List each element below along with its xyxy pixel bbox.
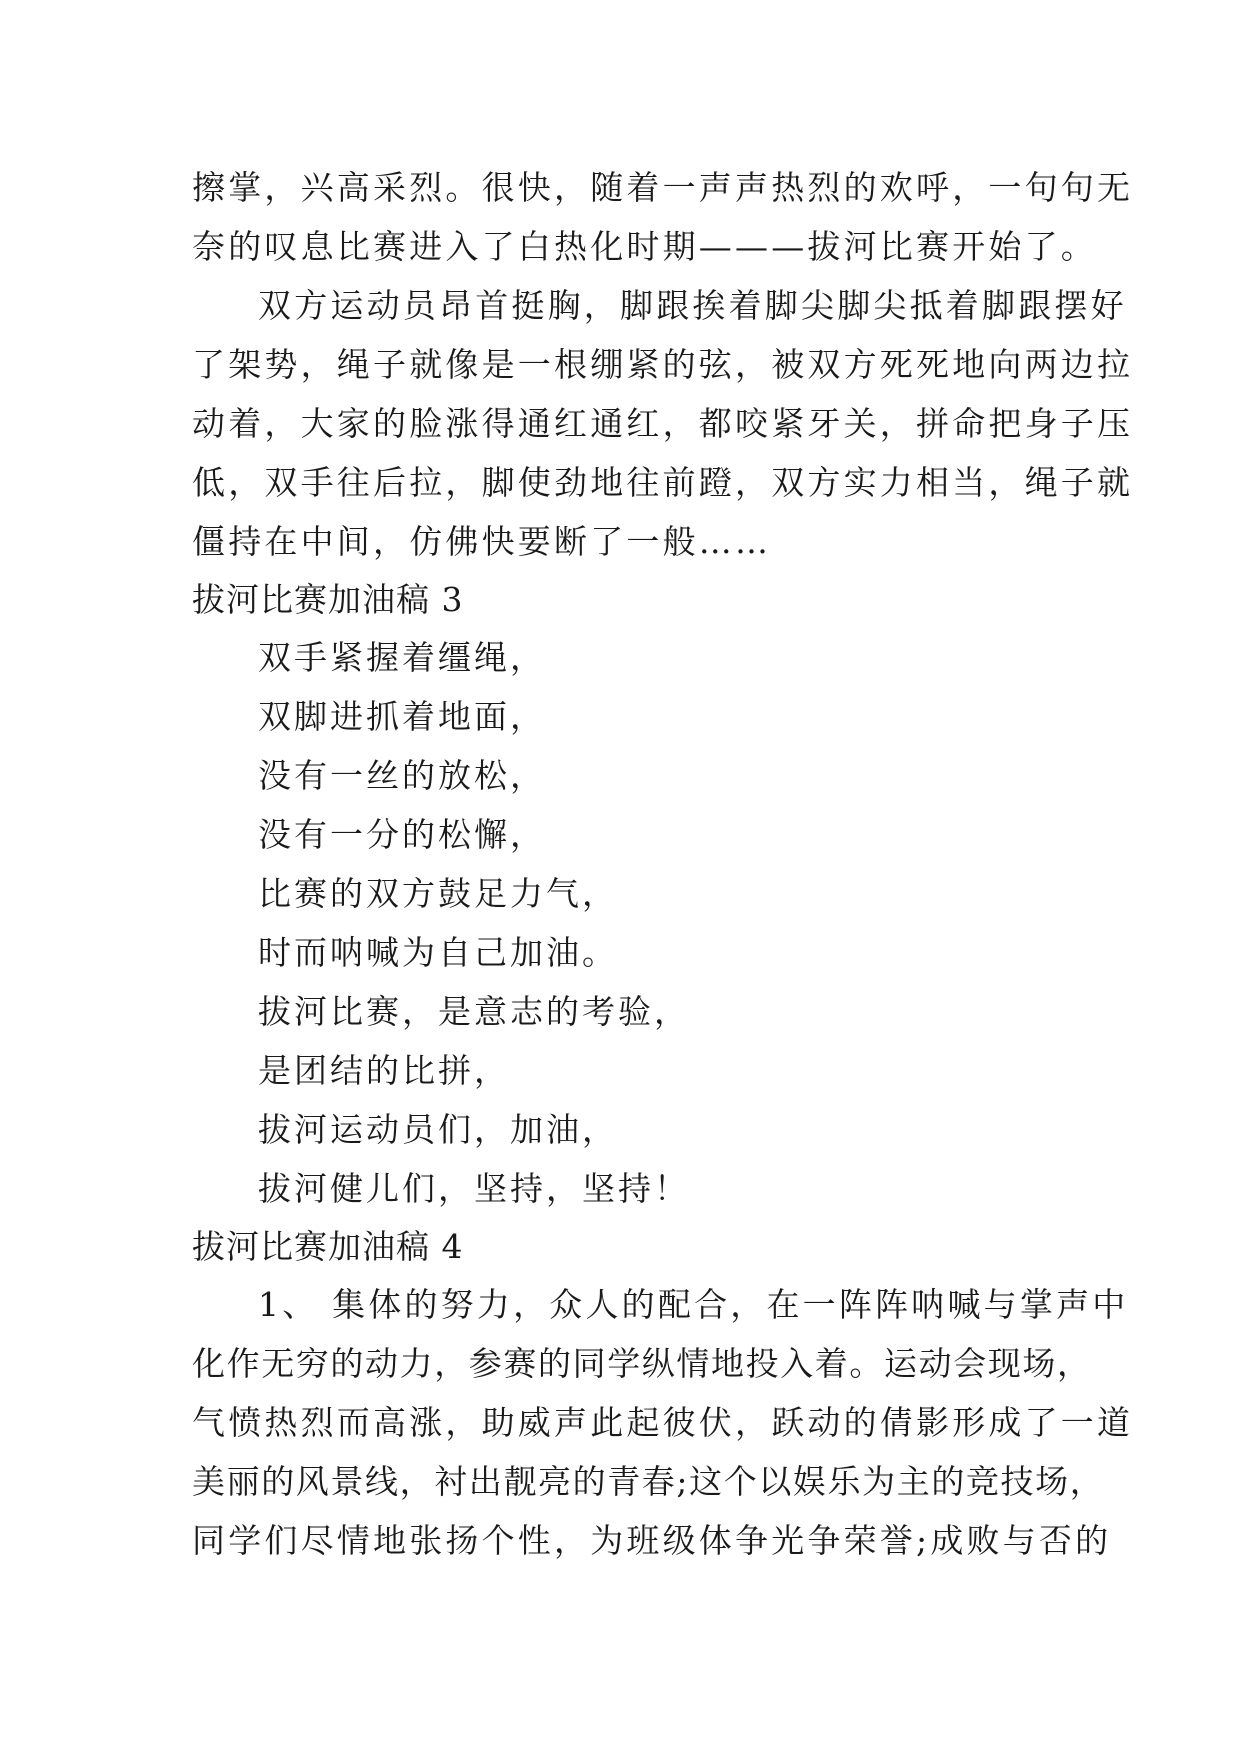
poem-line: 拔河健儿们，坚持，坚持！ (258, 1169, 690, 1208)
poem-line: 没有一分的松懈， (258, 815, 546, 854)
text-line: 擦掌，兴高采烈。很快，随着一声声热烈的欢呼，一句句无 (192, 168, 1134, 207)
text-line: 僵持在中间，仿佛快要断了一般…… (192, 522, 772, 561)
poem-line: 拔河运动员们，加油， (258, 1110, 618, 1149)
paragraph-continuation (192, 158, 1134, 276)
poem-line: 是团结的比拼， (258, 1051, 510, 1090)
poem-line: 没有一丝的放松， (258, 756, 546, 795)
text-line: 双方运动员昂首挺胸，脚跟挨着脚尖脚尖抵着脚跟摆好 (258, 286, 1127, 325)
text-line: 美丽的风景线，衬出靓亮的青春;这个以娱乐为主的竞技场， (192, 1462, 1105, 1501)
text-line: 奈的叹息比赛进入了白热化时期———拔河比赛开始了。 (192, 227, 1097, 266)
text-line: 动着，大家的脸涨得通红通红，都咬紧牙关，拼命把身子压 (192, 404, 1134, 443)
document-body (192, 158, 1134, 1570)
poem-line: 时而呐喊为自己加油。 (258, 933, 618, 972)
text-line: 1、 集体的努力，众人的配合，在一阵阵呐喊与掌声中 (258, 1285, 1129, 1324)
poem-line: 双手紧握着缰绳， (258, 638, 546, 677)
text-line: 同学们尽情地张扬个性，为班级体争光争荣誉;成败与否的 (192, 1521, 1112, 1560)
poem-line: 比赛的双方鼓足力气， (258, 874, 618, 913)
section-heading-4: 拔河比赛加油稿 4 (192, 1227, 464, 1266)
section-heading-3: 拔河比赛加油稿 3 (192, 580, 464, 619)
poem-line: 拔河比赛，是意志的考验， (258, 992, 690, 1031)
text-line: 低，双手往后拉，脚使劲地往前蹬，双方实力相当，绳子就 (192, 463, 1134, 502)
text-line: 了架势，绳子就像是一根绷紧的弦，被双方死死地向两边拉 (192, 345, 1134, 384)
text-line: 化作无穷的动力，参赛的同学纵情地投入着。运动会现场， (192, 1344, 1092, 1383)
paragraph-numbered-1 (192, 1275, 1134, 1570)
text-line: 气愤热烈而高涨，助威声此起彼伏，跃动的倩影形成了一道 (192, 1403, 1134, 1442)
paragraph-tug-of-war-description (192, 276, 1134, 571)
poem (192, 628, 1062, 1218)
poem-line: 双脚进抓着地面， (258, 697, 546, 736)
